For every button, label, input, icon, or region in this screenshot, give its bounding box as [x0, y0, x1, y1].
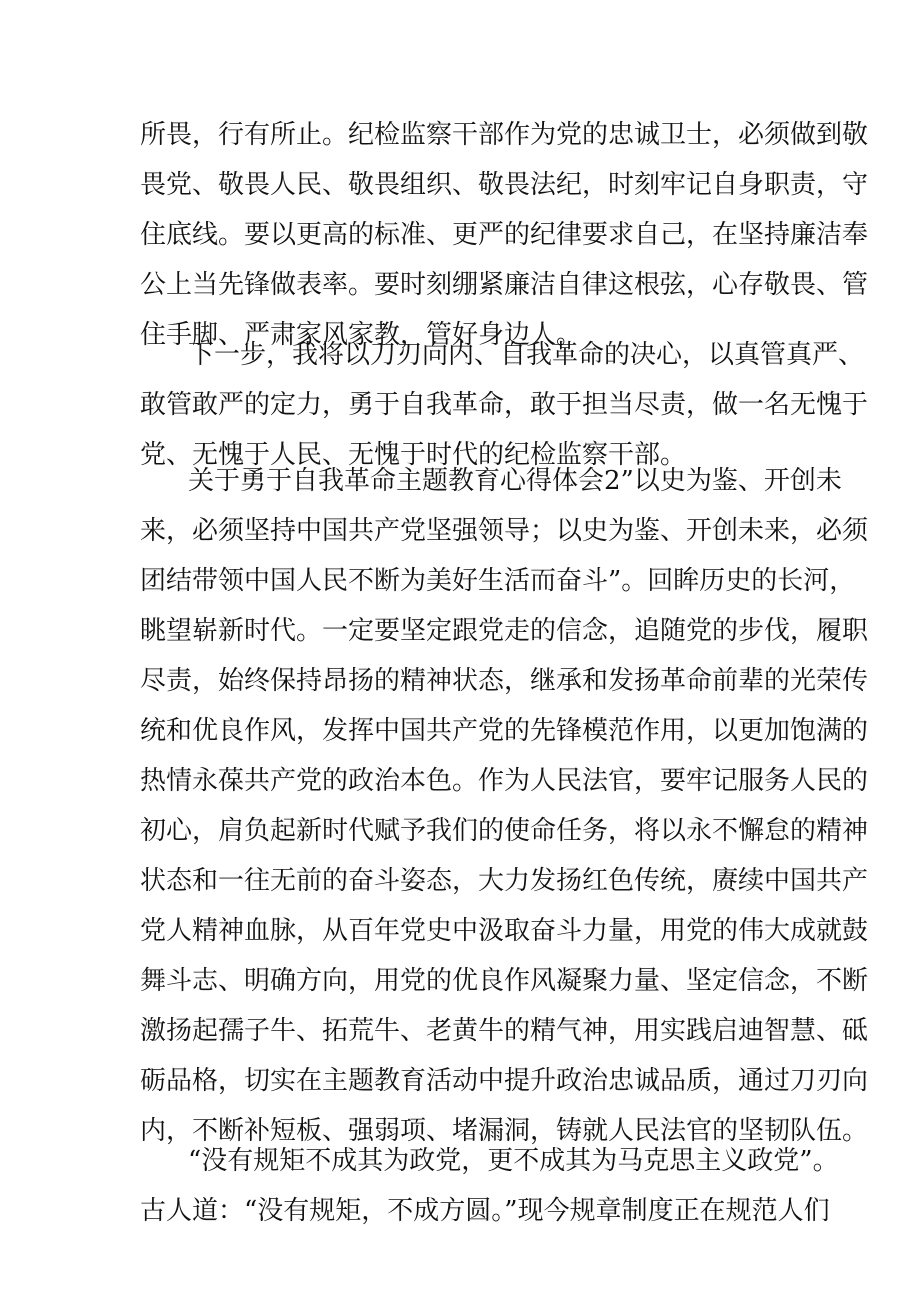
text-line: 古人道：“没有规矩，不成方圆。”现今规章制度正在规范人们: [140, 1196, 830, 1226]
text-line: 公上当先锋做表率。要时刻绷紧廉洁自律这根弦，心存敬畏、管: [140, 270, 869, 300]
text-line: 内，不断补短板、强弱项、堵漏洞，铸就人民法官的坚韧队伍。: [140, 1116, 869, 1146]
text-line: 状态和一往无前的奋斗姿态，大力发扬红色传统，赓续中国共产: [140, 866, 869, 896]
text-line: “没有规矩不成其为政党，更不成其为马克思主义政党”。: [188, 1146, 839, 1176]
text-line: 党、无愧于人民、无愧于时代的纪检监察干部。: [140, 440, 687, 470]
text-line: 下一步，我将以刀刃向内、自我革命的决心，以真管真严、: [188, 340, 865, 370]
text-line: 来，必须坚持中国共产党坚强领导；以史为鉴、开创未来，必须: [140, 516, 869, 546]
text-line: 住底线。要以更高的标准、更严的纪律要求自己，在坚持廉洁奉: [140, 220, 869, 250]
text-line: 畏党、敬畏人民、敬畏组织、敬畏法纪，时刻牢记自身职责，守: [140, 170, 869, 200]
text-line: 激扬起孺子牛、拓荒牛、老黄牛的精气神，用实践启迪智慧、砥: [140, 1016, 869, 1046]
text-line: 团结带领中国人民不断为美好生活而奋斗”。回眸历史的长河，: [140, 566, 856, 596]
text-line: 砺品格，切实在主题教育活动中提升政治忠诚品质，通过刀刃向: [140, 1066, 869, 1096]
text-line: 尽责，始终保持昂扬的精神状态，继承和发扬革命前辈的光荣传: [140, 666, 869, 696]
text-line: 舞斗志、明确方向，用党的优良作风凝聚力量、坚定信念，不断: [140, 966, 869, 996]
text-line: 热情永葆共产党的政治本色。作为人民法官，要牢记服务人民的: [140, 766, 869, 796]
text-line: 眺望崭新时代。一定要坚定跟党走的信念，追随党的步伐，履职: [140, 616, 869, 646]
text-line: 敢管敢严的定力，勇于自我革命，敢于担当尽责，做一名无愧于: [140, 390, 869, 420]
text-line: 党人精神血脉，从百年党史中汲取奋斗力量，用党的伟大成就鼓: [140, 916, 869, 946]
text-line: 初心，肩负起新时代赋予我们的使命任务，将以永不懈怠的精神: [140, 816, 869, 846]
text-line: 统和优良作风，发挥中国共产党的先锋模范作用，以更加饱满的: [140, 716, 869, 746]
text-line: 所畏，行有所止。纪检监察干部作为党的忠诚卫士，必须做到敬: [140, 120, 869, 150]
text-line: 住手脚、严肃家风家教，管好身边人。: [140, 320, 583, 350]
text-line: 关于勇于自我革命主题教育心得体会2”以史为鉴、开创未: [188, 466, 842, 496]
